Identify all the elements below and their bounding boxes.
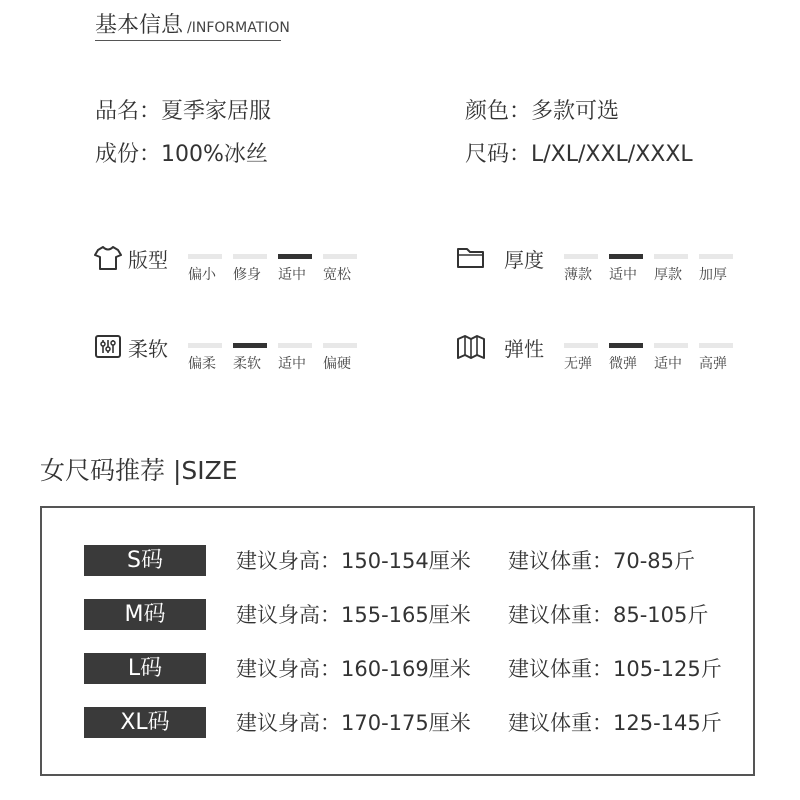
scale-option-label: 适中 bbox=[654, 356, 682, 372]
scale-option-label: 宽松 bbox=[323, 267, 351, 283]
scale-option-label: 无弹 bbox=[564, 356, 592, 372]
scale-label: 弹性 bbox=[504, 337, 544, 361]
info-title-cn: 基本信息 bbox=[95, 13, 184, 38]
product-size: 尺码：L/XL/XXL/XXXL bbox=[465, 142, 693, 167]
scale-bar bbox=[278, 254, 312, 259]
size-weight: 建议体重：70-85斤 bbox=[508, 549, 696, 573]
scale-option-label: 高弹 bbox=[699, 356, 727, 372]
scale-bar bbox=[188, 254, 222, 259]
tshirt-icon bbox=[94, 244, 124, 274]
scale-option-label: 偏柔 bbox=[188, 356, 216, 372]
scale-bar bbox=[699, 343, 733, 348]
scale-option bbox=[654, 254, 690, 284]
scale-bar bbox=[233, 254, 267, 259]
size-height: 建议身高：160-169厘米 bbox=[236, 657, 471, 681]
scale-option bbox=[278, 254, 314, 284]
scale-option-label: 适中 bbox=[278, 356, 306, 372]
product-material: 成份：100%冰丝 bbox=[95, 142, 268, 167]
scale-bar bbox=[233, 343, 267, 348]
size-height: 建议身高：170-175厘米 bbox=[236, 711, 471, 735]
scale-option bbox=[699, 343, 735, 373]
scale-option-label: 加厚 bbox=[699, 267, 727, 283]
size-height: 建议身高：155-165厘米 bbox=[236, 603, 471, 627]
size-tag: XL码 bbox=[84, 707, 206, 738]
scale-option bbox=[609, 254, 645, 284]
scale-bar bbox=[323, 343, 357, 348]
scale-bar bbox=[609, 254, 643, 259]
product-name: 品名：夏季家居服 bbox=[95, 99, 272, 124]
scale-option-label: 偏硬 bbox=[323, 356, 351, 372]
scale-option bbox=[564, 343, 600, 373]
scale-bar bbox=[654, 254, 688, 259]
scale-option bbox=[188, 343, 224, 373]
scale-option-label: 柔软 bbox=[233, 356, 261, 372]
scale-bar bbox=[699, 254, 733, 259]
scale-option bbox=[609, 343, 645, 373]
info-underline bbox=[95, 40, 281, 41]
scale-option bbox=[564, 254, 600, 284]
scale-option bbox=[323, 343, 359, 373]
product-color: 颜色：多款可选 bbox=[465, 99, 620, 124]
scale-bar bbox=[564, 343, 598, 348]
scale-label: 厚度 bbox=[504, 248, 544, 272]
scale-bar bbox=[609, 343, 643, 348]
size-weight: 建议体重：125-145斤 bbox=[508, 711, 722, 735]
scale-option-label: 厚款 bbox=[654, 267, 682, 283]
scale-bar bbox=[654, 343, 688, 348]
scale-option-label: 适中 bbox=[609, 267, 637, 283]
folder-icon bbox=[456, 244, 486, 274]
scale-option bbox=[233, 254, 269, 284]
scale-option-label: 薄款 bbox=[564, 267, 592, 283]
scale-bar bbox=[188, 343, 222, 348]
info-title-en: /INFORMATION bbox=[187, 20, 290, 36]
scale-option-label: 适中 bbox=[278, 267, 306, 283]
scale-option bbox=[699, 254, 735, 284]
scale-option-label: 修身 bbox=[233, 267, 261, 283]
scale-label: 柔软 bbox=[128, 337, 168, 361]
size-section-title: 女尺码推荐 |SIZE bbox=[40, 456, 238, 485]
info-heading bbox=[95, 8, 290, 39]
size-tag: M码 bbox=[84, 599, 206, 630]
size-weight: 建议体重：105-125斤 bbox=[508, 657, 722, 681]
map-fold-icon bbox=[456, 333, 486, 363]
scale-option-label: 微弹 bbox=[609, 356, 637, 372]
sliders-icon bbox=[94, 333, 124, 363]
scale-option bbox=[323, 254, 359, 284]
scale-bar bbox=[278, 343, 312, 348]
size-weight: 建议体重：85-105斤 bbox=[508, 603, 709, 627]
scale-option bbox=[654, 343, 690, 373]
size-tag: S码 bbox=[84, 545, 206, 576]
size-tag: L码 bbox=[84, 653, 206, 684]
scale-option-label: 偏小 bbox=[188, 267, 216, 283]
scale-option bbox=[233, 343, 269, 373]
size-height: 建议身高：150-154厘米 bbox=[236, 549, 471, 573]
scale-option bbox=[188, 254, 224, 284]
size-table bbox=[40, 506, 755, 776]
scale-bar bbox=[323, 254, 357, 259]
scale-label: 版型 bbox=[128, 248, 168, 272]
scale-option bbox=[278, 343, 314, 373]
scale-bar bbox=[564, 254, 598, 259]
